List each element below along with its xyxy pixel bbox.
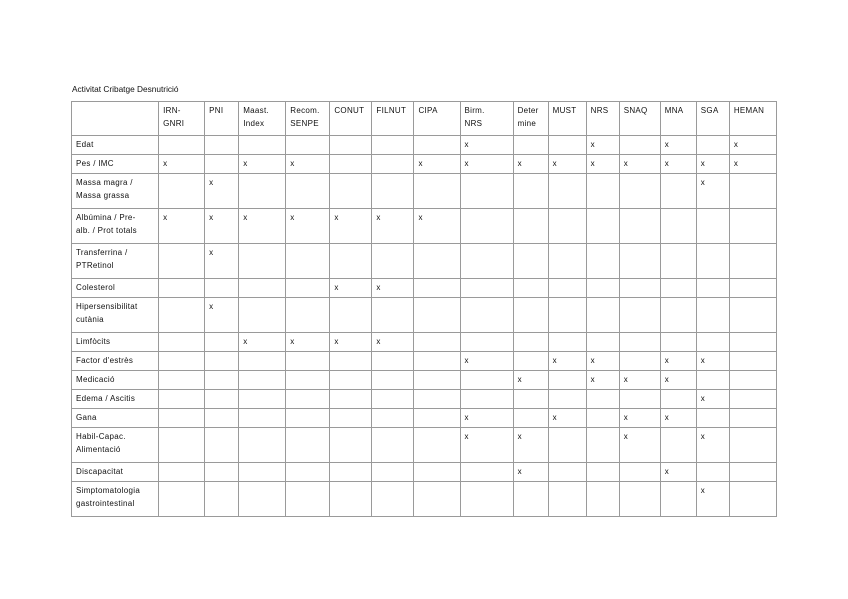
table-cell xyxy=(548,390,586,409)
column-header: MNA xyxy=(660,102,696,136)
table-cell xyxy=(205,428,239,463)
table-cell: x xyxy=(586,352,619,371)
table-cell xyxy=(239,174,286,209)
table-cell xyxy=(372,390,414,409)
table-cell xyxy=(513,352,548,371)
table-cell xyxy=(159,371,205,390)
row-label: Factor d'estrès xyxy=(72,352,159,371)
table-cell xyxy=(460,279,513,298)
table-cell xyxy=(205,371,239,390)
row-label: Edat xyxy=(72,136,159,155)
column-header: Birm. NRS xyxy=(460,102,513,136)
table-cell: x xyxy=(460,155,513,174)
table-cell xyxy=(239,482,286,517)
row-label: Pes / IMC xyxy=(72,155,159,174)
table-cell: x xyxy=(239,333,286,352)
table-cell xyxy=(513,279,548,298)
column-header: SNAQ xyxy=(619,102,660,136)
table-row xyxy=(72,482,777,517)
table-cell xyxy=(729,409,776,428)
table-cell: x xyxy=(159,155,205,174)
table-cell: x xyxy=(660,463,696,482)
table-cell xyxy=(513,136,548,155)
table-cell xyxy=(286,279,330,298)
header-corner-cell xyxy=(72,102,159,136)
table-cell xyxy=(619,333,660,352)
table-cell: x xyxy=(548,352,586,371)
table-cell: x xyxy=(696,352,729,371)
table-row xyxy=(72,136,777,155)
table-cell: x xyxy=(619,371,660,390)
table-cell: x xyxy=(660,136,696,155)
table-cell: x xyxy=(205,209,239,244)
table-cell: x xyxy=(205,174,239,209)
table-cell xyxy=(372,409,414,428)
table-cell xyxy=(619,463,660,482)
row-label: Discapacitat xyxy=(72,463,159,482)
table-cell xyxy=(414,428,460,463)
table-cell xyxy=(729,174,776,209)
table-cell xyxy=(205,136,239,155)
table-cell xyxy=(414,333,460,352)
table-cell xyxy=(414,298,460,333)
table-cell xyxy=(586,482,619,517)
table-cell: x xyxy=(372,333,414,352)
table-cell xyxy=(159,174,205,209)
table-cell: x xyxy=(696,390,729,409)
table-cell xyxy=(286,352,330,371)
column-header: Recom. SENPE xyxy=(286,102,330,136)
table-cell xyxy=(330,298,372,333)
table-cell xyxy=(729,463,776,482)
table-cell: x xyxy=(619,409,660,428)
table-cell xyxy=(586,174,619,209)
table-cell: x xyxy=(159,209,205,244)
table-row xyxy=(72,409,777,428)
table-cell xyxy=(513,390,548,409)
table-cell: x xyxy=(586,155,619,174)
table-cell xyxy=(513,298,548,333)
table-cell xyxy=(414,463,460,482)
table-row xyxy=(72,244,777,279)
row-label: Simptomatologia gastrointestinal xyxy=(72,482,159,517)
table-cell xyxy=(548,279,586,298)
table-cell xyxy=(239,428,286,463)
table-cell: x xyxy=(460,409,513,428)
table-cell xyxy=(548,209,586,244)
table-cell xyxy=(239,279,286,298)
table-row xyxy=(72,298,777,333)
table-cell: x xyxy=(513,428,548,463)
table-cell: x xyxy=(239,155,286,174)
column-header: IRN- GNRI xyxy=(159,102,205,136)
table-cell xyxy=(330,463,372,482)
table-cell xyxy=(660,174,696,209)
column-header: FILNUT xyxy=(372,102,414,136)
table-cell xyxy=(460,390,513,409)
table-cell xyxy=(372,371,414,390)
table-cell xyxy=(729,209,776,244)
table-cell xyxy=(729,333,776,352)
table-cell xyxy=(619,352,660,371)
table-cell xyxy=(696,409,729,428)
table-cell xyxy=(286,244,330,279)
table-cell xyxy=(729,371,776,390)
table-row xyxy=(72,371,777,390)
row-label: Medicació xyxy=(72,371,159,390)
table-cell xyxy=(286,463,330,482)
table-cell: x xyxy=(330,209,372,244)
table-cell: x xyxy=(330,279,372,298)
table-cell xyxy=(460,298,513,333)
table-cell xyxy=(586,333,619,352)
table-cell xyxy=(586,209,619,244)
table-cell xyxy=(460,174,513,209)
table-row xyxy=(72,279,777,298)
screening-table xyxy=(71,101,777,517)
table-cell xyxy=(619,279,660,298)
table-cell xyxy=(619,482,660,517)
table-cell xyxy=(586,298,619,333)
table-cell: x xyxy=(548,155,586,174)
table-cell xyxy=(205,279,239,298)
column-header: Deter mine xyxy=(513,102,548,136)
table-cell: x xyxy=(372,279,414,298)
table-cell: x xyxy=(513,371,548,390)
table-cell xyxy=(239,409,286,428)
table-cell xyxy=(548,244,586,279)
table-cell xyxy=(729,482,776,517)
table-cell xyxy=(619,209,660,244)
table-cell xyxy=(729,352,776,371)
table-cell xyxy=(414,279,460,298)
table-cell xyxy=(696,371,729,390)
table-row xyxy=(72,428,777,463)
table-cell xyxy=(460,482,513,517)
table-cell xyxy=(619,390,660,409)
table-cell xyxy=(548,298,586,333)
table-cell xyxy=(696,279,729,298)
table-cell xyxy=(460,333,513,352)
table-cell xyxy=(239,390,286,409)
table-cell xyxy=(548,136,586,155)
table-cell: x xyxy=(696,174,729,209)
table-cell xyxy=(660,298,696,333)
table-cell: x xyxy=(696,428,729,463)
table-row xyxy=(72,333,777,352)
table-cell xyxy=(330,174,372,209)
table-cell xyxy=(548,371,586,390)
column-header: MUST xyxy=(548,102,586,136)
table-cell xyxy=(372,244,414,279)
table-cell xyxy=(696,463,729,482)
header-row xyxy=(72,102,777,136)
table-row xyxy=(72,352,777,371)
table-cell xyxy=(330,390,372,409)
table-cell: x xyxy=(286,333,330,352)
column-header: Maast. Index xyxy=(239,102,286,136)
table-cell xyxy=(586,409,619,428)
row-label: Limfòcits xyxy=(72,333,159,352)
table-cell xyxy=(414,244,460,279)
table-cell xyxy=(330,155,372,174)
table-cell xyxy=(548,174,586,209)
table-cell xyxy=(372,298,414,333)
table-cell xyxy=(205,155,239,174)
table-cell xyxy=(159,244,205,279)
table-cell xyxy=(372,174,414,209)
column-header: CONUT xyxy=(330,102,372,136)
table-cell xyxy=(729,298,776,333)
table-cell xyxy=(159,428,205,463)
table-cell xyxy=(159,463,205,482)
table-cell xyxy=(159,333,205,352)
table-cell xyxy=(159,390,205,409)
row-label: Colesterol xyxy=(72,279,159,298)
table-cell xyxy=(619,136,660,155)
table-cell: x xyxy=(660,409,696,428)
table-cell xyxy=(660,279,696,298)
table-row xyxy=(72,174,777,209)
table-cell xyxy=(460,371,513,390)
table-cell xyxy=(205,390,239,409)
table-cell xyxy=(159,482,205,517)
table-cell xyxy=(548,333,586,352)
column-header: HEMAN xyxy=(729,102,776,136)
table-cell xyxy=(159,298,205,333)
table-cell xyxy=(513,244,548,279)
table-row xyxy=(72,463,777,482)
table-cell xyxy=(205,352,239,371)
table-cell: x xyxy=(460,136,513,155)
table-cell xyxy=(586,390,619,409)
table-cell xyxy=(372,155,414,174)
table-cell xyxy=(460,209,513,244)
table-cell xyxy=(372,482,414,517)
table-cell xyxy=(548,482,586,517)
table-cell xyxy=(205,482,239,517)
table-cell xyxy=(286,174,330,209)
table-cell xyxy=(372,352,414,371)
table-cell xyxy=(205,409,239,428)
table-cell xyxy=(286,409,330,428)
table-caption: Activitat Cribatge Desnutrició xyxy=(72,84,179,94)
table-cell xyxy=(330,136,372,155)
table-row xyxy=(72,209,777,244)
table-cell xyxy=(372,463,414,482)
table-cell: x xyxy=(660,155,696,174)
table-cell xyxy=(513,174,548,209)
table-cell xyxy=(660,209,696,244)
table-cell: x xyxy=(513,155,548,174)
table-cell xyxy=(696,209,729,244)
table-cell xyxy=(460,244,513,279)
table-cell: x xyxy=(696,155,729,174)
row-label: Hipersensibilitat cutània xyxy=(72,298,159,333)
table-cell xyxy=(619,174,660,209)
table-cell xyxy=(729,428,776,463)
table-cell: x xyxy=(729,136,776,155)
table-cell xyxy=(372,136,414,155)
table-cell xyxy=(729,244,776,279)
table-cell xyxy=(660,333,696,352)
table-cell xyxy=(696,298,729,333)
table-cell xyxy=(548,428,586,463)
table-cell xyxy=(205,463,239,482)
row-label: Habil-Capac. Alimentació xyxy=(72,428,159,463)
table-cell xyxy=(239,463,286,482)
table-cell xyxy=(619,244,660,279)
table-cell xyxy=(414,482,460,517)
table-cell xyxy=(586,244,619,279)
table-cell xyxy=(660,482,696,517)
table-cell: x xyxy=(239,209,286,244)
table-cell xyxy=(239,136,286,155)
table-row xyxy=(72,390,777,409)
table-cell: x xyxy=(660,352,696,371)
table-cell: x xyxy=(286,155,330,174)
table-cell: x xyxy=(205,298,239,333)
table-cell xyxy=(696,244,729,279)
table-cell xyxy=(513,482,548,517)
table-cell xyxy=(414,136,460,155)
row-label: Edema / Ascitis xyxy=(72,390,159,409)
table-cell xyxy=(414,390,460,409)
table-cell xyxy=(286,371,330,390)
table-cell: x xyxy=(513,463,548,482)
table-cell: x xyxy=(619,428,660,463)
table-cell xyxy=(205,333,239,352)
table-cell xyxy=(239,244,286,279)
table-cell xyxy=(159,409,205,428)
table-cell xyxy=(460,463,513,482)
column-header: SGA xyxy=(696,102,729,136)
table-cell xyxy=(548,463,586,482)
table-cell xyxy=(330,352,372,371)
table-cell xyxy=(619,298,660,333)
table-cell: x xyxy=(205,244,239,279)
table-cell xyxy=(330,428,372,463)
table-cell xyxy=(414,174,460,209)
table-cell: x xyxy=(286,209,330,244)
table-cell xyxy=(159,352,205,371)
table-cell xyxy=(286,482,330,517)
table-cell xyxy=(239,352,286,371)
row-label: Gana xyxy=(72,409,159,428)
row-label: Massa magra / Massa grassa xyxy=(72,174,159,209)
table-cell xyxy=(660,390,696,409)
table-cell: x xyxy=(414,155,460,174)
table-cell xyxy=(239,371,286,390)
table-cell: x xyxy=(460,352,513,371)
table-cell: x xyxy=(414,209,460,244)
table-cell xyxy=(159,136,205,155)
table-cell xyxy=(513,333,548,352)
table-cell xyxy=(286,390,330,409)
column-header: PNI xyxy=(205,102,239,136)
table-cell xyxy=(586,463,619,482)
table-cell xyxy=(696,333,729,352)
table-cell xyxy=(330,409,372,428)
table-cell xyxy=(660,244,696,279)
table-cell xyxy=(660,428,696,463)
table-cell: x xyxy=(729,155,776,174)
row-label: Transferrina / PTRetinol xyxy=(72,244,159,279)
table-cell: x xyxy=(619,155,660,174)
table-cell: x xyxy=(460,428,513,463)
table-cell xyxy=(286,136,330,155)
table-cell xyxy=(286,428,330,463)
table-cell xyxy=(586,279,619,298)
table-cell xyxy=(330,244,372,279)
table-cell xyxy=(414,371,460,390)
table-cell xyxy=(513,409,548,428)
row-label: Albúmina / Pre- alb. / Prot totals xyxy=(72,209,159,244)
table-cell: x xyxy=(372,209,414,244)
table-cell: x xyxy=(660,371,696,390)
table-cell xyxy=(729,390,776,409)
table-cell xyxy=(586,428,619,463)
column-header: CIPA xyxy=(414,102,460,136)
table-cell xyxy=(729,279,776,298)
table-cell xyxy=(414,352,460,371)
table-cell xyxy=(159,279,205,298)
table-cell: x xyxy=(586,371,619,390)
column-header: NRS xyxy=(586,102,619,136)
table-cell: x xyxy=(330,333,372,352)
table-cell xyxy=(414,409,460,428)
table-cell xyxy=(330,482,372,517)
table-cell: x xyxy=(548,409,586,428)
table-cell xyxy=(372,428,414,463)
table-cell xyxy=(239,298,286,333)
table-cell xyxy=(696,136,729,155)
table-cell: x xyxy=(586,136,619,155)
table-cell xyxy=(513,209,548,244)
table-cell: x xyxy=(696,482,729,517)
table-row xyxy=(72,155,777,174)
table-cell xyxy=(330,371,372,390)
table-cell xyxy=(286,298,330,333)
